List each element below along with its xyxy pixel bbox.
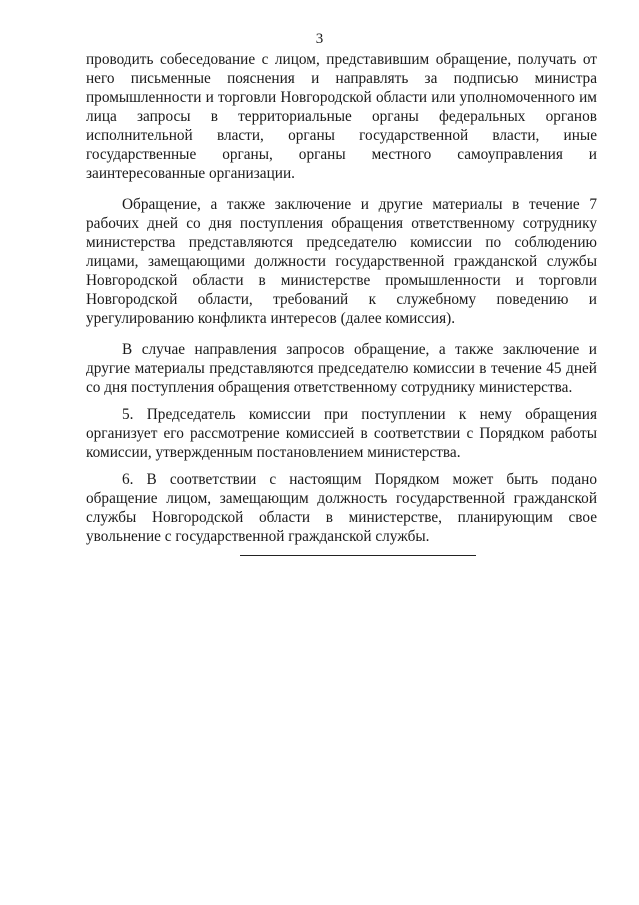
- paragraph-continuation: проводить собеседование с лицом, представившим обращение, получать от него письменные пояснения и направлять за подписью министра промышленности и торговли Новгородской области или уполномоченного им лица запросы в территориальные органы федеральных органов исполнительной власти, органы государственной власти, иные государственные органы, органы местного самоуправления и заинтересованные организации.: [86, 51, 597, 182]
- paragraph-item-5: 5. Председатель комиссии при поступлении к нему обращения организует его рассмотрение комиссией в соответствии с Порядком работы комиссии, утвержденным постановлением министерства.: [86, 406, 597, 461]
- document-body: [86, 50, 597, 546]
- end-divider-line: [240, 555, 476, 556]
- page-number: 3: [315, 31, 324, 47]
- paragraph-item-6: 6. В соответствии с настоящим Порядком может быть подано обращение лицом, замещающим должность государственной гражданской службы Новгородской области в министерстве, планирующим свое увольнение с государственной гражданской службы.: [86, 471, 597, 545]
- paragraph-submission-terms: Обращение, а также заключение и другие материалы в течение 7 рабочих дней со дня поступления обращения ответственному сотруднику министерства представляются председателю комиссии по соблюдению лицами, замещающими должности государственной гражданской службы Новгородской области в министерстве промышленности и торговли Новгородской области, требований к служебному поведению и урегулированию конфликта интересов (далее комиссия).: [86, 196, 597, 327]
- paragraph-requests-terms: В случае направления запросов обращение, а также заключение и другие материалы представляются председателю комиссии в течение 45 дней со дня поступления обращения ответственному сотруднику министерства.: [86, 341, 597, 396]
